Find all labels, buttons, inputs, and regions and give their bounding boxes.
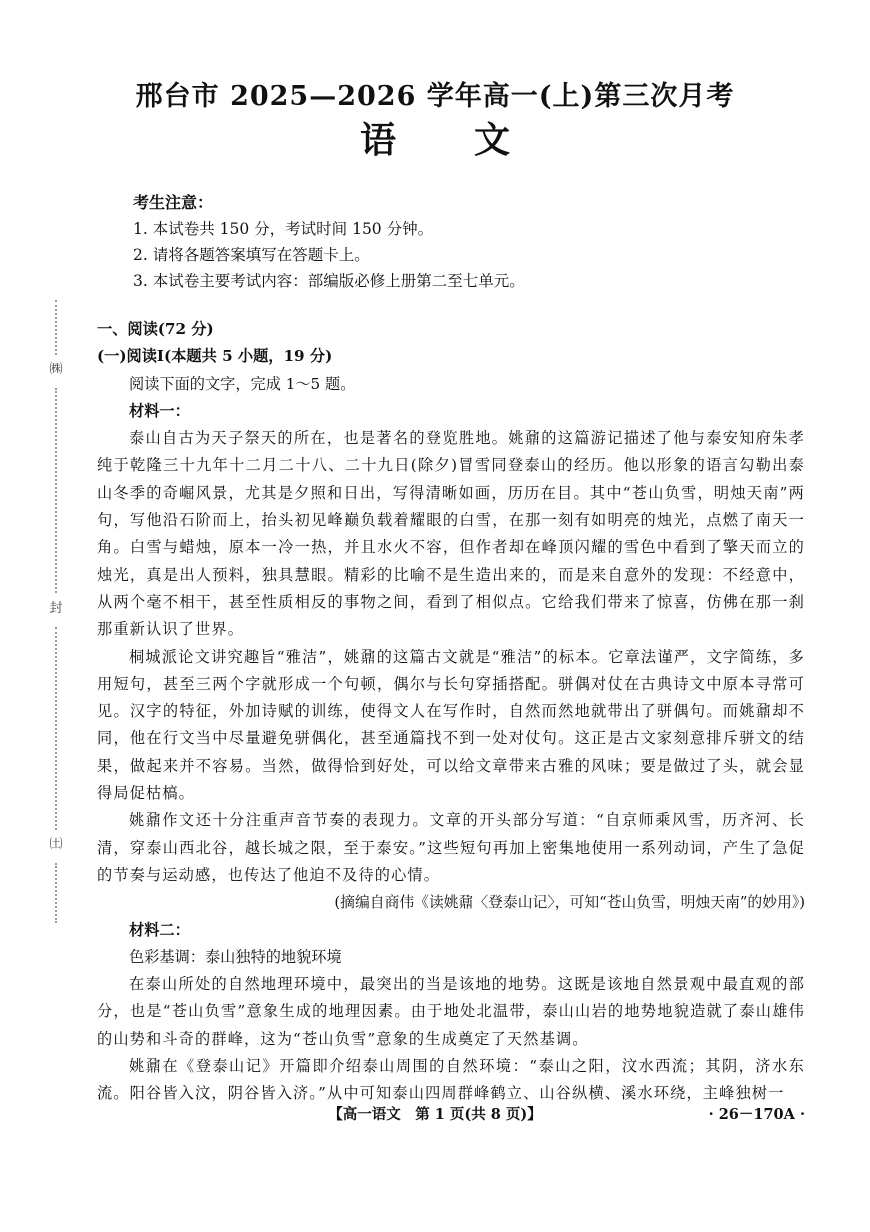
material-1-paragraph: 姚鼐作文还十分注重声音节奏的表现力。文章的开头部分写道：“自京师乘风雪，历齐河、长清，穿泰山西北谷，越长城之限，至于泰安。”这些短句再加上密集地使用一系列动词，产生了急促的节奏与运动感，也传达了他迫不及待的心情。 bbox=[97, 811, 805, 884]
candidate-notice bbox=[133, 190, 525, 294]
section-subheading: (一)阅读Ⅰ(本题共 5 小题，19 分) bbox=[97, 347, 333, 366]
material-1-title: 材料一： bbox=[129, 401, 190, 420]
binding-mark-seal-2: 封 bbox=[49, 601, 63, 616]
notice-title: 考生注意： bbox=[133, 193, 214, 212]
binding-mark-line: ㈯ bbox=[49, 837, 63, 852]
page-number: 【高一语文 第 1 页(共 8 页)】 bbox=[328, 1106, 542, 1123]
notice-item: 3. 本试卷主要考试内容：部编版必修上册第二至七单元。 bbox=[133, 272, 525, 290]
material-2-title: 材料二： bbox=[129, 920, 190, 939]
reading-section bbox=[97, 316, 805, 1108]
binding-line-top bbox=[55, 300, 59, 355]
notice-item: 2. 请将各题答案填写在答题卡上。 bbox=[133, 246, 370, 264]
notice-item: 1. 本试卷共 150 分，考试时间 150 分钟。 bbox=[133, 220, 434, 238]
material-1-paragraph: 泰山自古为天子祭天的所在，也是著名的登览胜地。姚鼐的这篇游记描述了他与泰安知府朱孝纯于乾隆三十九年十二月二十八、二十九日(除夕)冒雪同登泰山的经历。他以形象的语言勾勒出泰山冬季的奇崛风景，尤其是夕照和日出，写得清晰如画，历历在目。其中“苍山负雪，明烛天南”两句，写他沿石阶而上，抬头初见峰巅负载着耀眼的白雪，在那一刻有如明亮的烛光，点燃了南天一角。白雪与蜡烛，原本一冷一热，并且水火不容，但作者却在峰顶闪耀的雪色中看到了擎天而立的烛光，真是出人预料，独具慧眼。精彩的比喻不是生造出来的，而是来自意外的发现：不经意中，从两个毫不相干，甚至性质相反的事物之间，看到了相似点。它给我们带来了惊喜，仿佛在那一刹那重新认识了世界。 bbox=[97, 429, 805, 639]
exam-title: 邢台市 2025—2026 学年高一(上)第三次月考 bbox=[135, 81, 735, 112]
binding-line-bottom bbox=[55, 863, 59, 923]
exam-code: · 26－170A · bbox=[708, 1106, 805, 1123]
material-1-paragraph: 桐城派论文讲究趣旨“雅洁”，姚鼐的这篇古文就是“雅洁”的标本。它章法谨严，文字简练，多用短句，甚至三两个字就形成一个句顿，偶尔与长句穿插搭配。骈偶对仗在古典诗文中原本寻常可见。汉字的特征，外加诗赋的训练，使得文人在写作时，自然而然地就带出了骈偶句。而姚鼐却不同，他在行文当中尽量避免骈偶化，甚至通篇找不到一处对仗句。这正是古文家刻意排斥骈文的结果，做起来并不容易。当然，做得恰到好处，可以给文章带来古雅的风味；要是做过了头，就会显得局促枯槁。 bbox=[97, 647, 805, 803]
binding-mark-seal: ㈱ bbox=[49, 362, 63, 377]
subject-title bbox=[0, 112, 870, 163]
subject-char-2: 文 bbox=[474, 119, 511, 161]
material-2-paragraph: 在泰山所处的自然地理环境中，最突出的当是该地的地势。这既是该地自然景观中最直观的部分，也是“苍山负雪”意象生成的地理因素。由于地处北温带，泰山山岩的地势地貌造就了泰山雄伟的山势和斗奇的群峰，这为“苍山负雪”意象的生成奠定了天然基调。 bbox=[97, 975, 805, 1048]
binding-line-middle bbox=[55, 388, 59, 593]
material-2-keynote: 色彩基调：泰山独特的地貌环境 bbox=[129, 947, 342, 966]
section-heading: 一、阅读(72 分) bbox=[97, 320, 214, 338]
material-1-source: (摘编自商伟《读姚鼐〈登泰山记〉，可知“苍山负雪，明烛天南”的妙用》) bbox=[334, 894, 805, 912]
material-2-paragraph: 姚鼐在《登泰山记》开篇即介绍泰山周围的自然环境：“泰山之阳，汶水西流；其阴，济水东流。阳谷皆入汶，阴谷皆入济。”从中可知泰山四周群峰鹤立、山谷纵横、溪水环绕，主峰独树一 bbox=[97, 1057, 805, 1103]
section-instruction: 阅读下面的文字，完成 1～5 题。 bbox=[129, 374, 356, 393]
subject-char-1: 语 bbox=[359, 119, 396, 161]
binding-line-lower bbox=[55, 627, 59, 830]
